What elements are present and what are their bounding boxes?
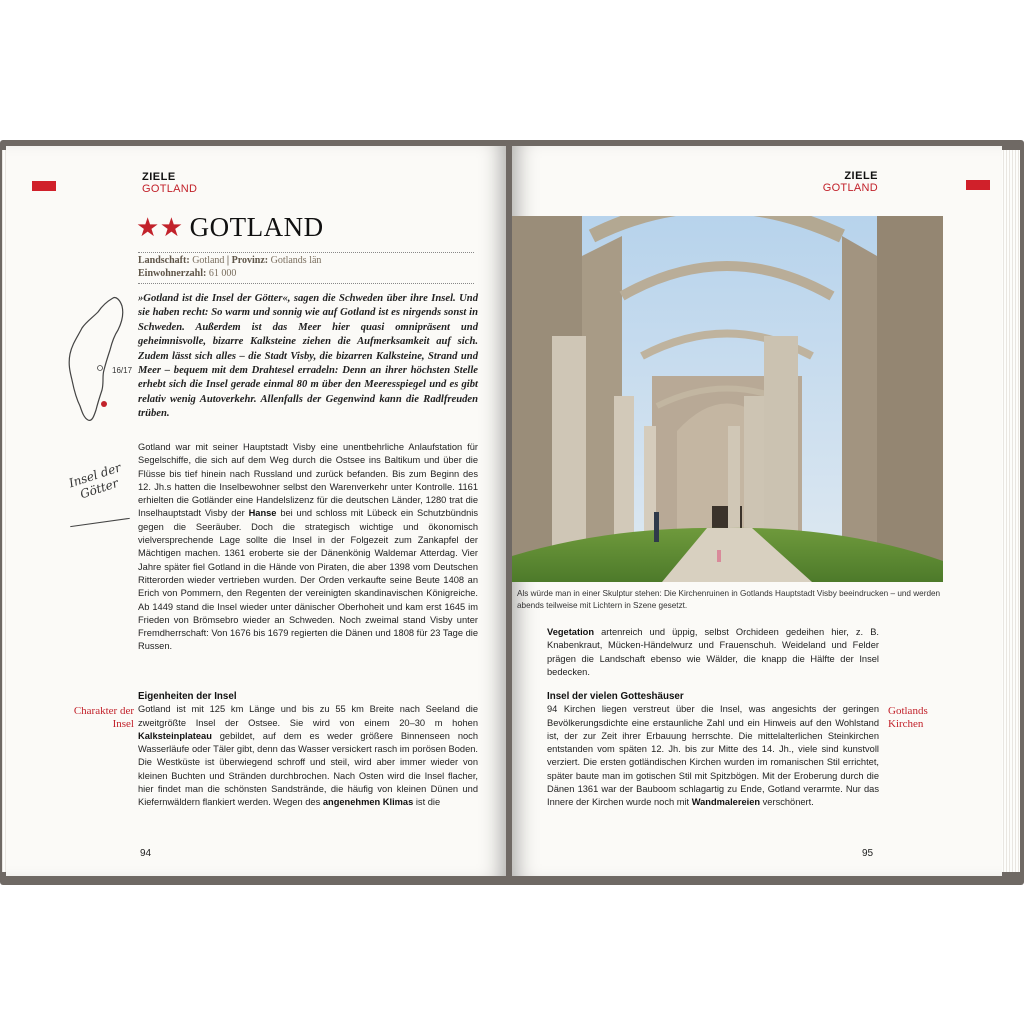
photo-caption: Als würde man in einer Skulptur stehen: Die Kirchenruinen in Gotlands Hauptstadt Visby beeindrucken – und werden abends teilweise mit Lichtern in Szene gesetzt. [517, 589, 941, 610]
divider [138, 252, 474, 253]
section-subtitle: GOTLAND [142, 183, 198, 195]
map-reference: 16/17 [112, 366, 133, 375]
church-ruins-photo [512, 216, 943, 582]
intro-paragraph: »Gotland ist die Insel der Götter«, sagen die Schweden über ihre Insel. Und sie haben recht: So warm und sonnig wie auf Gotland ist es nirgends sonst in Schweden. Außerdem ist das Meer hier quasi omnipräsent und geheimnisvolle, bizarre Kalksteine ziehen die Aufmerksamkeit auf sich. Zudem lässt sich alles – die Stadt Visby, die bizarren Kalksteine, Strand und Meer – bequem mit dem Drahtesel erradeln: Denn an ihrer höchsten Stelle erhebt sich die Insel gerade einmal 80 m über den Meeresspiegel und es gibt relativ wenig Autoverkehr. Allenfalls der Gegenwind kann die Radlfreuden trüben. [138, 293, 478, 420]
body-paragraph-2: Eigenheiten der Insel Gotland ist mit 125 km Länge und bis zu 55 km Breite nach Seeland die zweitgrößte Insel der Ostsee. Sie wird von einem 20–30 m hohen Kalksteinplateau gebildet, auf dem es weder größere Binnenseen noch Wasserläufe oder Täler gibt, denn das Wasser versickert rasch im porösen Boden. Die Westküste ist überwiegend schroff und steil, wird aber immer wieder von kleinen Buchten und Stränden durchbrochen. Nach Osten wird die Insel flacher, hier findet man die schönsten Sandstrände, die häufig von kleinen Dünen und Kiefernwäldern flankiert werden. Wegen des angenehmen Klimas ist die [138, 691, 478, 808]
title-text: GOTLAND [189, 212, 324, 242]
meta-line-2: Einwohnerzahl: 61 000 [138, 268, 237, 279]
body-paragraph-4: Insel der vielen Gotteshäuser 94 Kirchen liegen verstreut über die Insel, was angesichts der geringen Bevölkerungsdichte eine erstaunliche Zahl und ein Hinweis auf den Wohlstand ist, der zur Zeit ihrer Erbauung herrschte. Die mittelalterlichen Steinkirchen entstanden vom späten 12. Jh. bis zur Mitte des 14. Jh., viele sind kunstvoll verziert. Die ersten gotländischen Kirchen wurden im romanischen Stil errichtet, später baute man im gotischen Stil mit Spitzbögen. Mit der Eroberung durch die Dänen 1361 war der Bauboom schlagartig zu Ende, Gotland verarmte. Nur das Innere der Kirchen wurde noch mit Wandmalereien verschönert. [547, 691, 879, 808]
red-tab-right [966, 180, 990, 190]
divider [138, 283, 474, 284]
margin-note-left: Charakter der Insel [73, 705, 134, 730]
page-edges-right [1000, 150, 1020, 872]
body-paragraph-1: Gotland war mit seiner Hauptstadt Visby eine unentbehrliche Anlaufstation für Segelschiffe, die sich auf dem Weg durch die Ostsee ins Baltikum und über die Flüsse bis tief hinein nach Russland und zurück befanden. Bis zum Beginn des 12. Jh.s hatten die Inselbewohner selbst den Warenverkehr unter Kontrolle. 1161 erhielten die Gotländer eine Handelslizenz für die deutschen Länder, 1280 trat die Inselhauptstadt Visby der Hanse bei und schloss mit Lübeck ein Schutzbündnis gegen die Seeräuber. Doch die strategisch wichtige und ökonomisch vielversprechende Lage sollte die Insel in der Folgezeit zum Zankapfel der Mächtigen machen. 1361 eroberte sie der Dänenkönig Waldemar Atterdag. Vier Jahre später fiel Gotland in die Hände von Piraten, die aber 1398 vom Deutschen Ritterorden wieder vertrieben wurden. Der Orden verkaufte seine Beute 1408 an Erich von Pommern, den Regenten der vereinigten skandinavischen Königreiche. Ab 1449 stand die Insel wieder unter dänischer Oberhoheit und kam erst 1645 im Frieden von Brömsebro wieder an Schweden. Noch zweimal stand Visby unter Fremdherrschaft: Von 1676 bis 1679 regierten die Dänen und 1808 für 23 Tage die Russen. [138, 442, 479, 652]
page-number-left: 94 [140, 848, 152, 859]
subheading: Insel der vielen Gotteshäuser [547, 691, 684, 702]
page-title [136, 212, 324, 243]
page-number-right: 95 [862, 848, 874, 859]
red-tab-left [32, 181, 56, 191]
meta-line-1: Landschaft: Gotland | Provinz: Gotlands län [138, 255, 322, 266]
body-paragraph-3: Vegetation artenreich und üppig, selbst Orchideen gedeihen hier, z. B. Knabenkraut, Mücken-Händelwurz und Frauenschuh. Weideland und Felder prägen die Landschaft ebenso wie Wälder, die knapp die Hälfte der Insel bedecken. [547, 627, 879, 677]
section-title: ZIELE [142, 171, 176, 183]
handwritten-note: Insel der Götter [67, 460, 123, 502]
section-label-right: ZIELE GOTLAND [822, 170, 878, 194]
margin-note-right: Gotlands Kirchen [888, 705, 928, 730]
star-rating-icon: ★★ [136, 213, 184, 242]
section-label-left [142, 171, 197, 195]
subheading: Eigenheiten der Insel [138, 691, 237, 702]
sweden-map-icon [58, 292, 138, 427]
